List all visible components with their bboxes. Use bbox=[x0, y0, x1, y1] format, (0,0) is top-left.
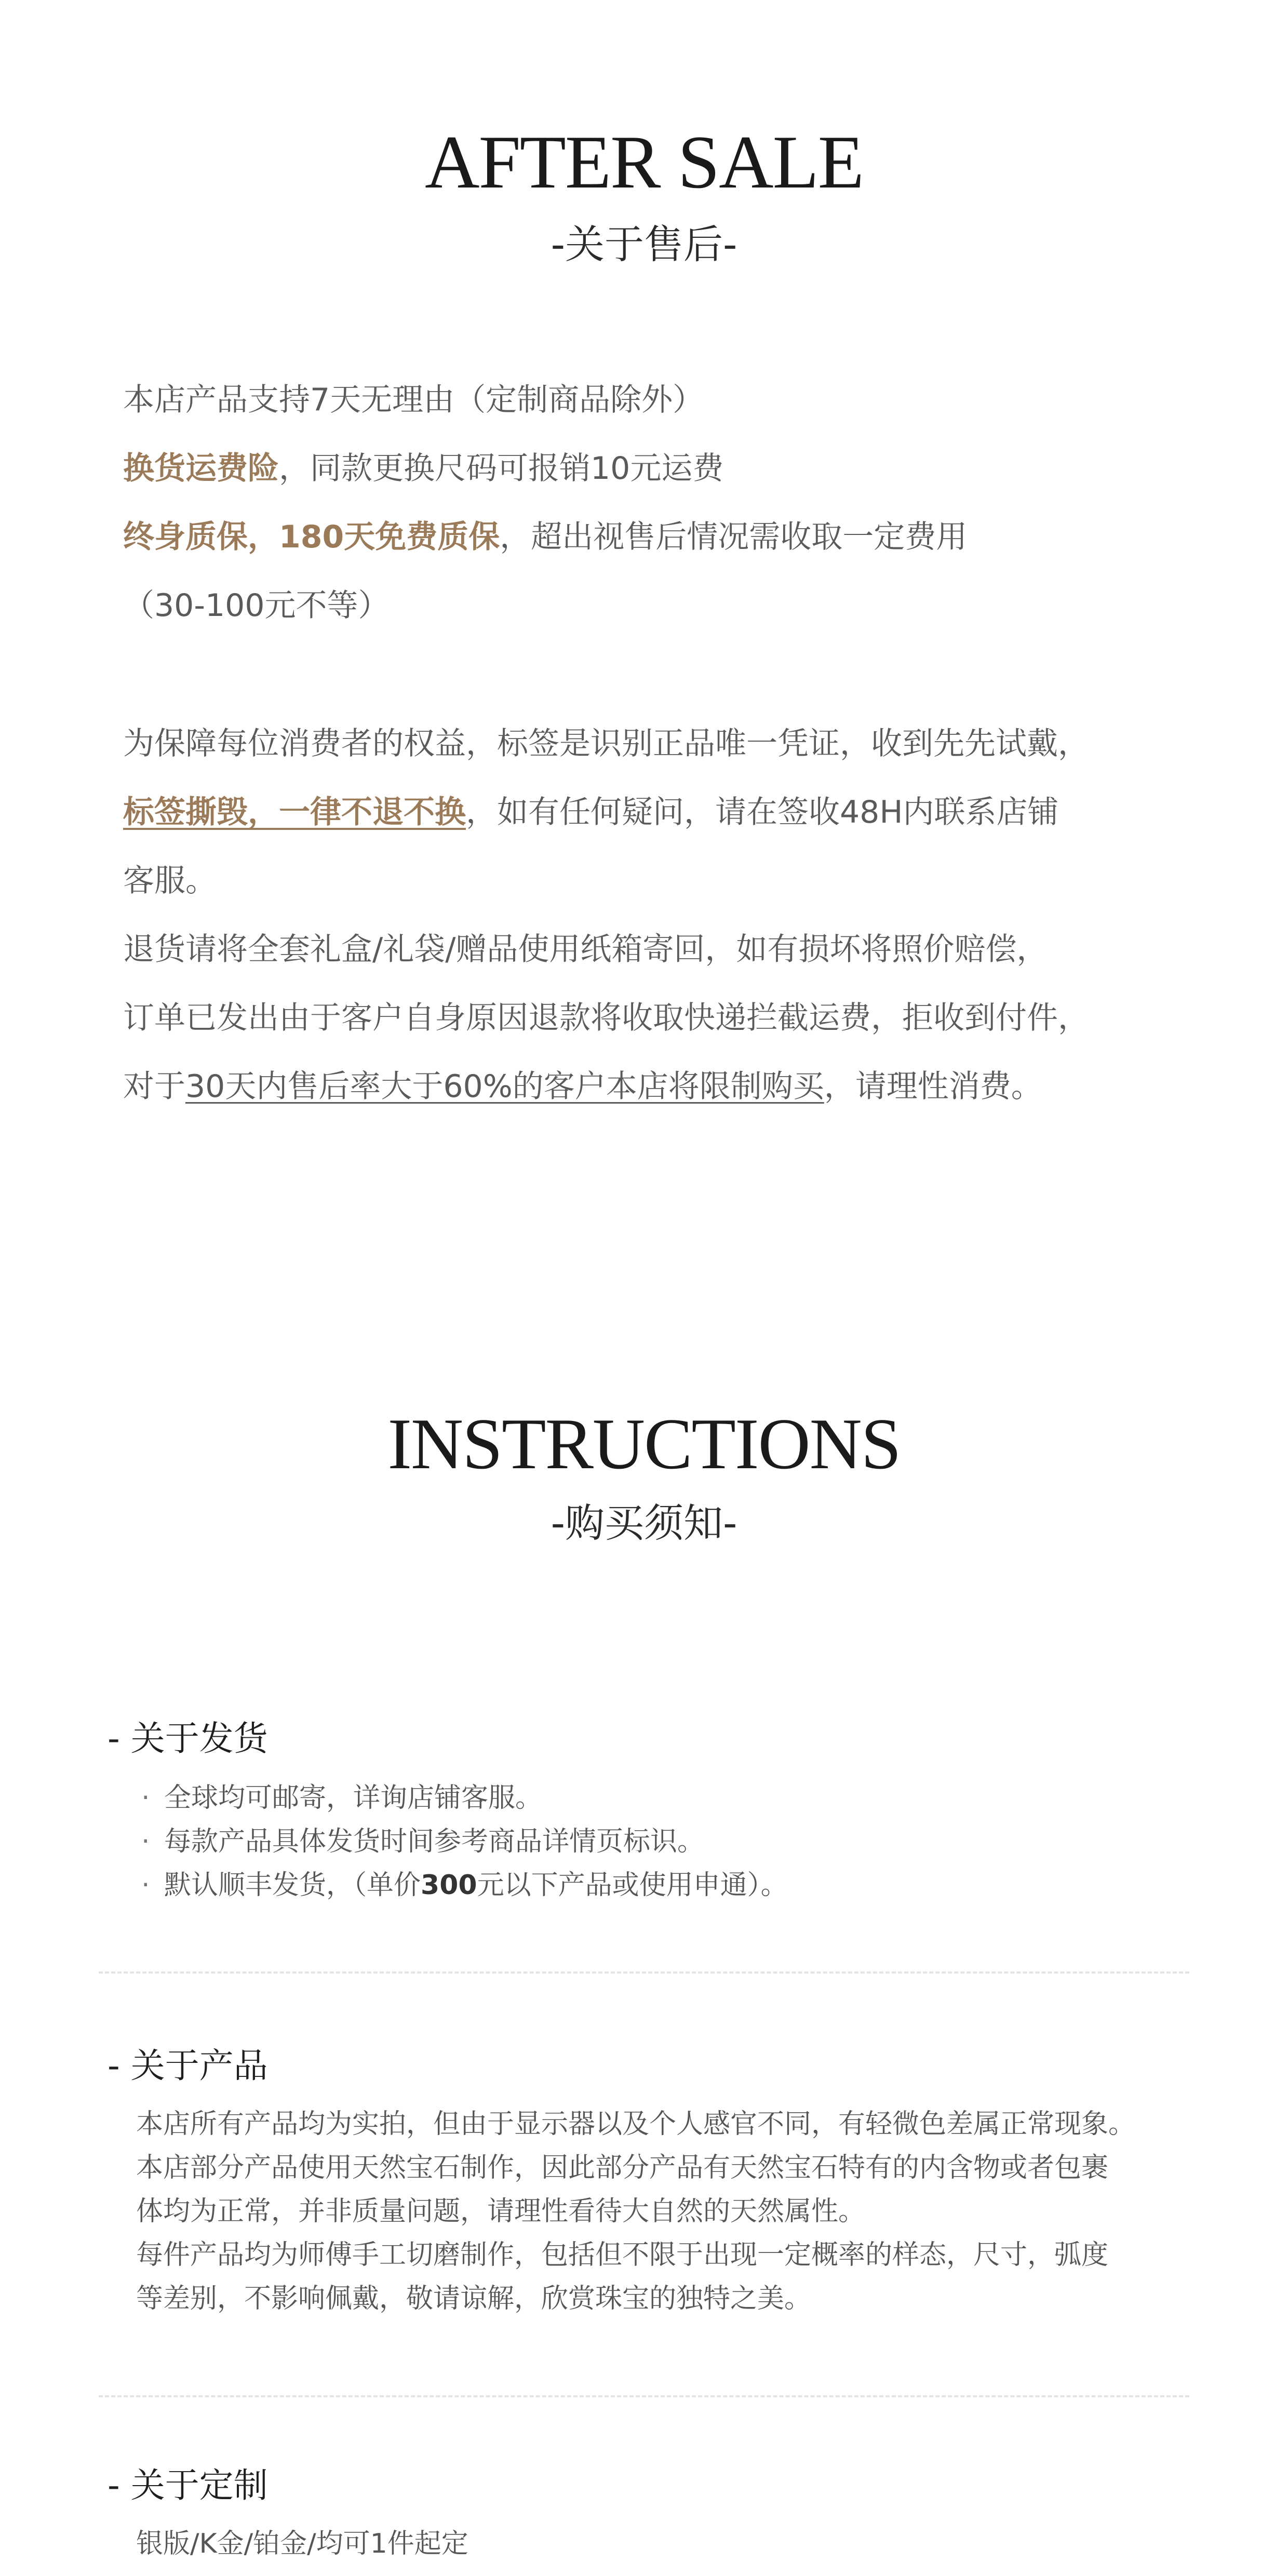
bullet-icon: · bbox=[141, 1826, 150, 1857]
instructions-subtitle: -购买须知- bbox=[551, 1500, 737, 1546]
list-item: 本店部分产品使用天然宝石制作，因此部分产品有天然宝石特有的内含物或者包裹 bbox=[136, 2152, 1109, 2183]
shipping-item-text: 元以下产品或使用申通）。 bbox=[477, 1870, 788, 1901]
exchange-insurance-highlight: 换货运费险 bbox=[123, 450, 279, 487]
bullet-icon: · bbox=[141, 1870, 150, 1901]
price-threshold: 300 bbox=[421, 1870, 477, 1901]
limit-underlined: 30天内售后率大于60%的客户本店将限制购买 bbox=[185, 1068, 824, 1105]
shipping-item-text: 默认顺丰发货，（单价 bbox=[164, 1870, 421, 1901]
tag-warning-text: ，如有任何疑问，请在签收48H内联系店铺 bbox=[466, 794, 1059, 830]
product-heading: - 关于产品 bbox=[108, 2046, 268, 2086]
bullet-icon: · bbox=[141, 1782, 150, 1814]
shipping-item-text: 每款产品具体发货时间参考商品详情页标识。 bbox=[164, 1826, 705, 1857]
notice-line-2 bbox=[123, 778, 1089, 847]
policy-line-7day: 本店产品支持7天无理由（定制商品除外） bbox=[123, 382, 704, 418]
shipping-heading: - 关于发货 bbox=[108, 1719, 268, 1759]
policy-line-fee: （30-100元不等） bbox=[123, 587, 390, 624]
shipping-list bbox=[141, 1776, 788, 1907]
notice-line-4: 退货请将全套礼盒/礼袋/赠品使用纸箱寄回，如有损坏将照价赔偿， bbox=[123, 931, 1048, 968]
list-item bbox=[141, 1776, 788, 1820]
notice-line-1: 为保障每位消费者的权益，标签是识别正品唯一凭证，收到先先试戴， bbox=[123, 726, 1089, 762]
after-sale-subtitle: -关于售后- bbox=[551, 221, 737, 267]
notice-line-3: 客服。 bbox=[123, 863, 217, 899]
list-item: 银版/K金/铂金/均可1件起定 bbox=[136, 2528, 468, 2559]
instructions-title: INSTRUCTIONS bbox=[387, 1404, 901, 1484]
divider bbox=[99, 2395, 1189, 2397]
shipping-item-text: 全球均可邮寄，详询店铺客服。 bbox=[164, 1782, 543, 1814]
list-item bbox=[141, 1863, 788, 1907]
policy-line-warranty bbox=[123, 503, 967, 571]
warranty-highlight: 终身质保，180天免费质保 bbox=[123, 519, 500, 555]
list-item: 本店所有产品均为实拍，但由于显示器以及个人感官不同，有轻微色差属正常现象。 bbox=[136, 2109, 1136, 2140]
limit-suffix: ，请理性消费。 bbox=[824, 1068, 1042, 1105]
warranty-text: ，超出视售后情况需收取一定费用 bbox=[500, 519, 968, 555]
custom-heading: - 关于定制 bbox=[108, 2465, 268, 2505]
custom-text bbox=[136, 2522, 468, 2566]
tag-warning-highlight: 标签撕毁，一律不退不换 bbox=[123, 794, 466, 830]
after-sale-title: AFTER SALE bbox=[425, 120, 863, 204]
notice-line-5: 订单已发出由于客户自身原因退款将收取快递拦截运费，拒收到付件， bbox=[123, 1000, 1089, 1036]
list-item: 每件产品均为师傅手工切磨制作，包括但不限于出现一定概率的样态，尺寸，弧度 bbox=[136, 2239, 1109, 2271]
exchange-insurance-text: ，同款更换尺码可报销10元运费 bbox=[279, 450, 724, 487]
notice-line-6 bbox=[123, 1052, 1089, 1121]
list-item bbox=[141, 1820, 788, 1863]
policy-line-exchange bbox=[123, 434, 967, 503]
limit-prefix: 对于 bbox=[123, 1068, 185, 1105]
divider bbox=[99, 1971, 1189, 1974]
after-sale-policy bbox=[123, 366, 967, 640]
product-text bbox=[136, 2102, 1135, 2320]
after-sale-notice bbox=[123, 709, 1089, 1121]
list-item: 等差别，不影响佩戴，敬请谅解，欣赏珠宝的独特之美。 bbox=[136, 2283, 812, 2314]
list-item: 体均为正常，并非质量问题，请理性看待大自然的天然属性。 bbox=[136, 2196, 866, 2227]
